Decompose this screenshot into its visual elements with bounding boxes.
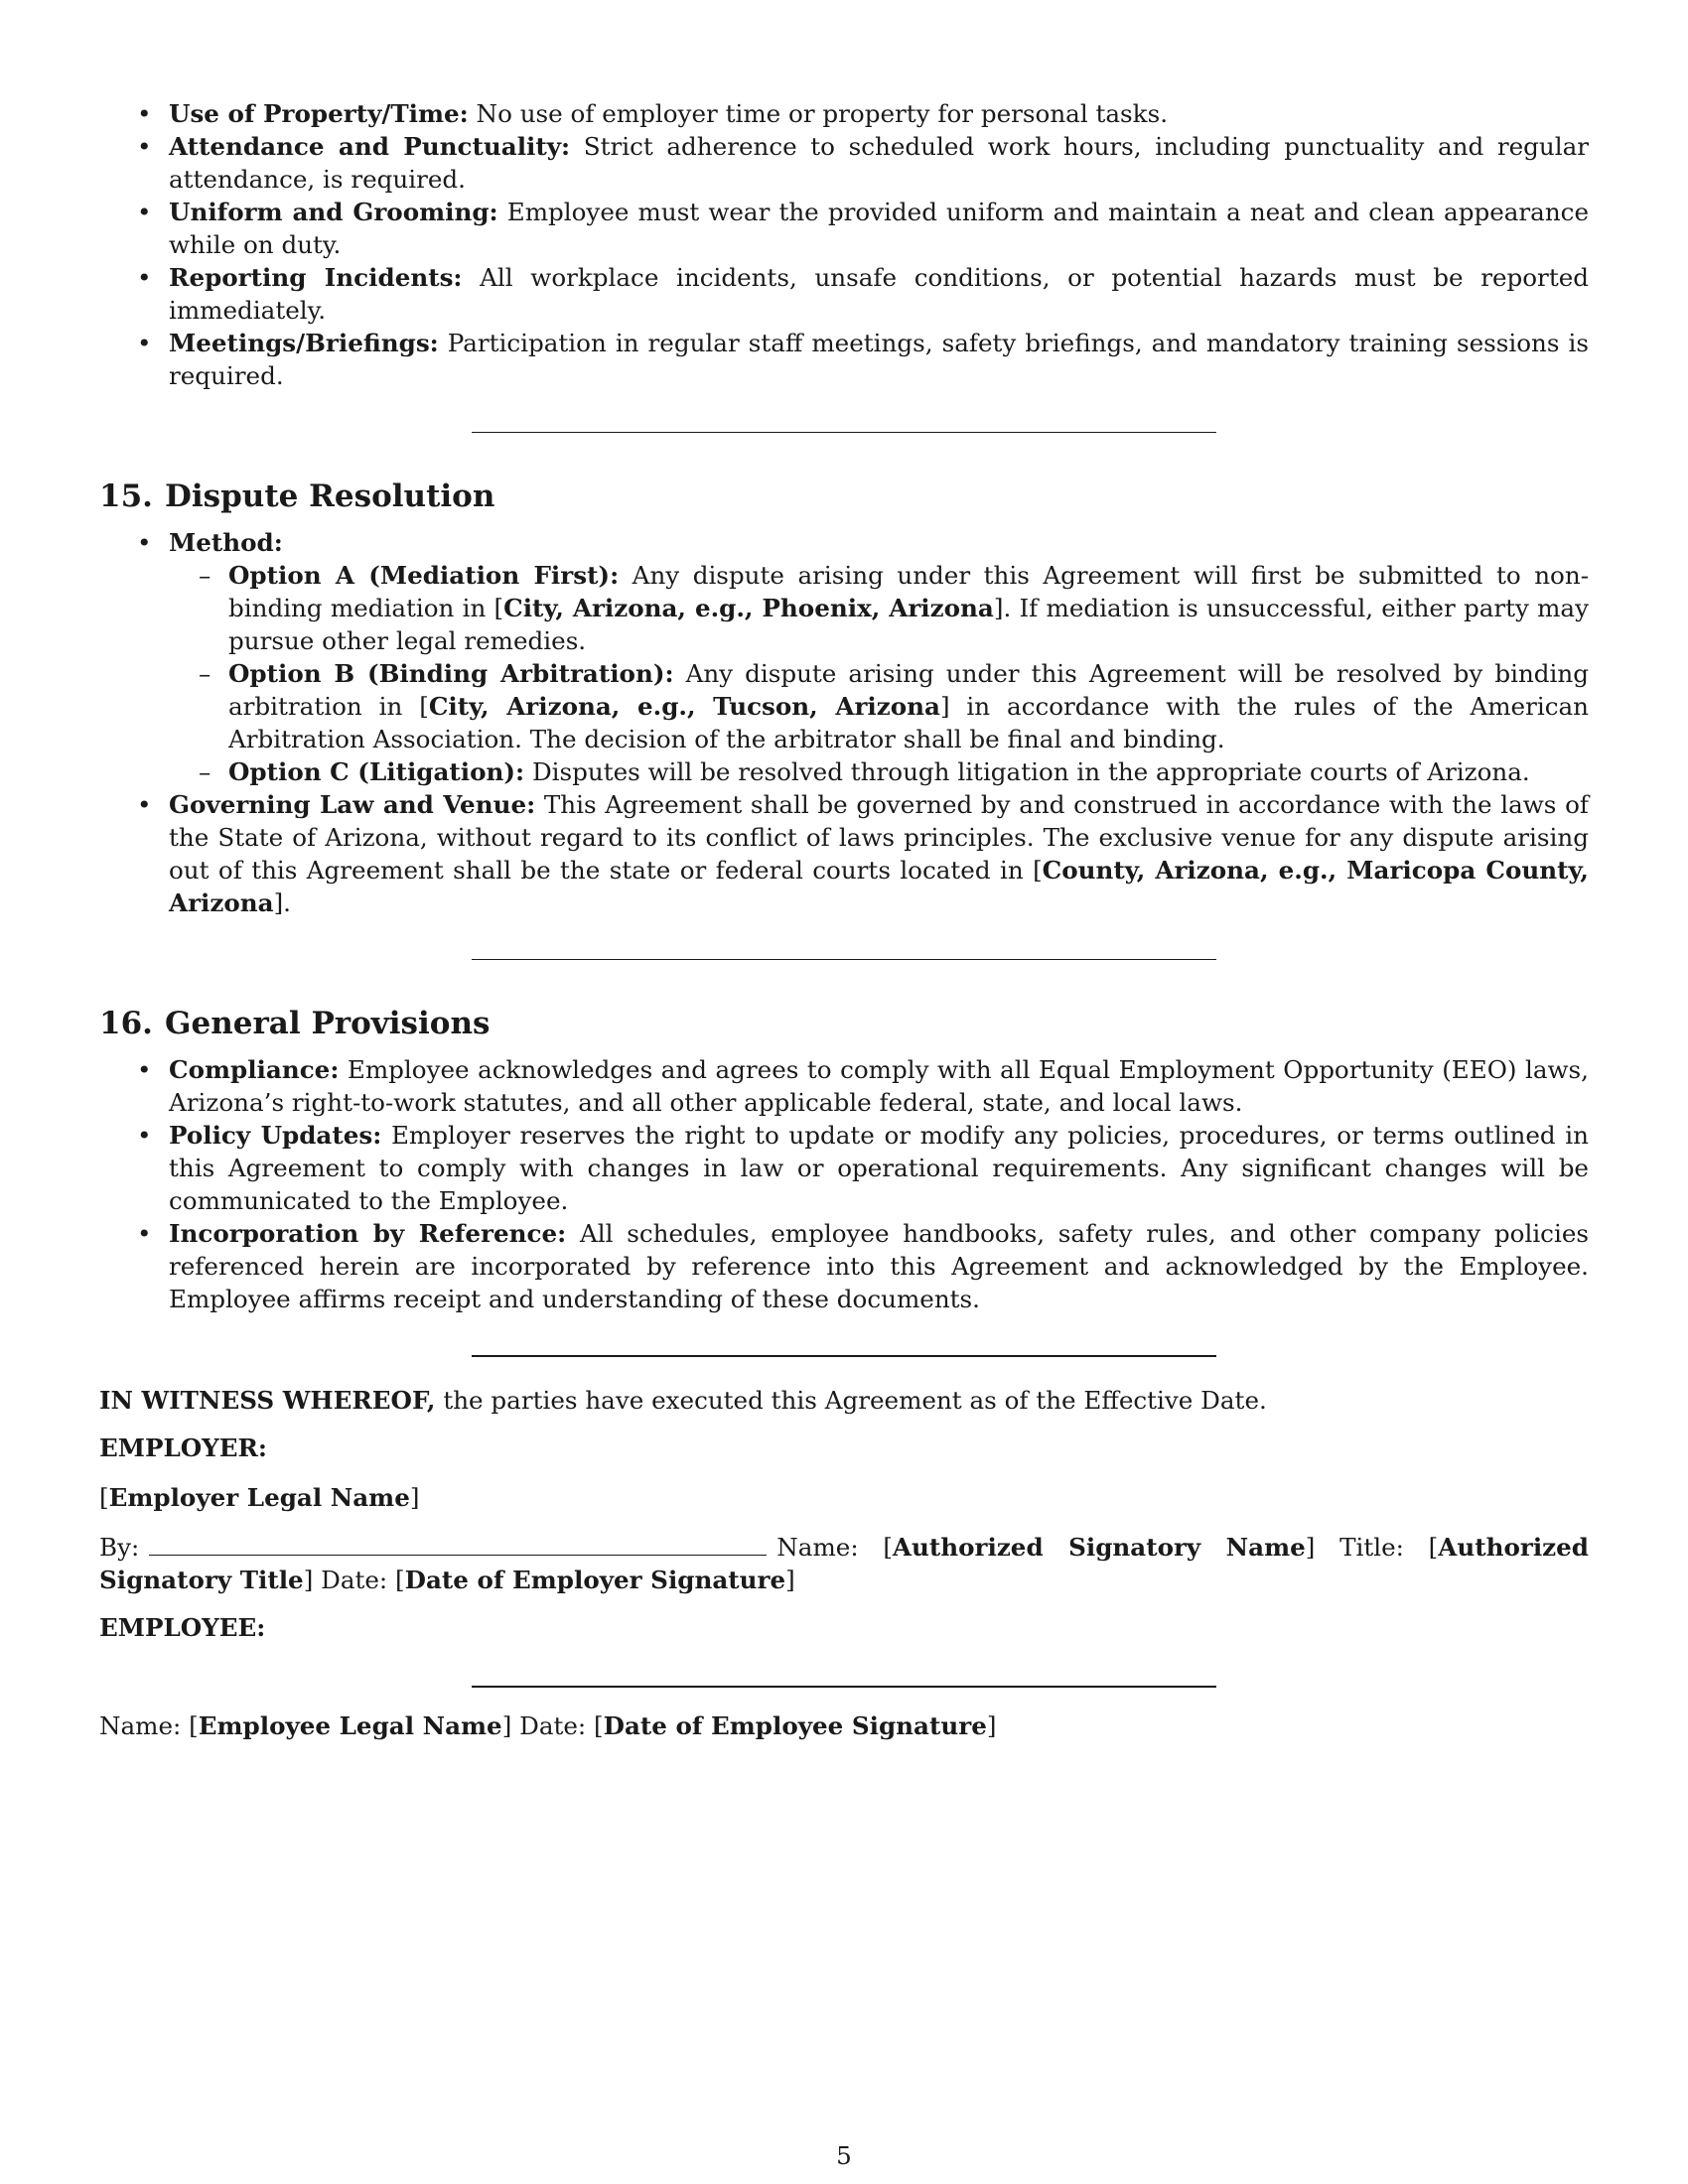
option-a [169,559,1589,657]
list-item-governing-law [99,788,1589,919]
item-label: Incorporation by Reference: [169,1219,567,1248]
placeholder-field: Date of Employee Signature [603,1711,987,1740]
date-label: Date: [321,1566,388,1594]
list-item [99,261,1589,327]
method-options [169,559,1589,788]
employer-heading-text: EMPLOYER: [99,1433,267,1462]
witness-text: the parties have executed this Agreement as of the Effective Date. [435,1386,1267,1415]
placeholder-field: Employee Legal Name [198,1711,502,1740]
witness-statement [99,1384,1589,1417]
item-label: Attendance and Punctuality: [169,132,571,161]
section-divider [472,959,1216,960]
page-number: 5 [836,2141,852,2170]
section-title: General Provisions [165,1006,491,1041]
placeholder-field: Employer Legal Name [108,1483,410,1512]
employer-signature-block: By: Name: [Authorized Signatory Name] Title: [Authorized Signatory Title] Date: [Date of Employer Signature] [99,1533,1589,1594]
placeholder-field: Date of Employer Signature [404,1566,786,1594]
item-label: Meetings/Briefings: [169,329,439,357]
list-item [99,130,1589,196]
item-text: This Agreement shall be governed by and construed in accordance with the laws of the State of Arizona, without regard to its conflict of laws principles. The exclusive venue for any dispute arising out of this Agreement shall be the state or federal courts located in [ [169,790,1589,885]
option-text: Any dispute arising under this Agreement will first be submitted to non-binding mediation in [ [228,561,1590,622]
conduct-list [99,97,1589,392]
item-text: Participation in regular staff meetings, safety briefings, and mandatory training sessions is required. [169,329,1589,390]
option-c [169,755,1589,788]
employee-signature-line[interactable] [472,1686,1216,1688]
employee-signature-block: Name: [Employee Legal Name] Date: [Date of Employee Signature] [99,1711,997,1740]
item-label: Reporting Incidents: [169,263,463,292]
item-text: Employee acknowledges and agrees to comply with all Equal Employment Opportunity (EEO) laws, Arizona’s right-to-work statutes, and all other applicable federal, state, and local laws. [169,1055,1589,1117]
employer-legal-name: [Employer Legal Name] [99,1483,420,1512]
list-item [99,1119,1589,1217]
option-label: Option C (Litigation): [228,757,525,786]
section-number: 15. [99,478,153,514]
list-item [99,1053,1589,1119]
list-item-method [99,526,1589,788]
name-label: Name: [776,1533,859,1562]
option-text: ]. If mediation is unsuccessful, either party may pursue other legal remedies. [228,594,1589,655]
document-page [99,97,1589,1742]
option-text: Disputes will be resolved through litigation in the appropriate courts of Arizona. [524,757,1530,786]
item-text: Employer reserves the right to update or modify any policies, procedures, or terms outlined in this Agreement to comply with changes in law or operational requirements. Any significant changes will be communicated to the Employee. [169,1121,1589,1215]
method-label: Method: [169,528,283,557]
item-text: No use of employer time or property for personal tasks. [468,99,1169,128]
employee-heading-text: EMPLOYEE: [99,1613,266,1642]
date-label: Date: [519,1711,587,1740]
list-item [99,196,1589,261]
signature-line[interactable] [149,1555,767,1556]
item-label: Use of Property/Time: [169,99,469,128]
option-b [169,657,1589,755]
placeholder-field: City, Arizona, e.g., Phoenix, Arizona [503,594,994,622]
name-label: Name: [99,1711,182,1740]
witness-lead: IN WITNESS WHEREOF, [99,1386,436,1415]
item-text: Employee must wear the provided uniform and maintain a neat and clean appearance while on duty. [169,198,1590,259]
placeholder-field: Authorized Signatory Name [892,1533,1306,1562]
option-text: Any dispute arising under this Agreement will be resolved by binding arbitration in [ [228,659,1589,721]
placeholder-field: Authorized Signatory Title [99,1533,1589,1594]
item-label: Uniform and Grooming: [169,198,498,226]
signature-divider [472,1355,1216,1357]
section-title: Dispute Resolution [165,478,495,514]
section-16-heading [99,1004,1589,1043]
item-label: Policy Updates: [169,1121,382,1150]
dispute-list [99,526,1589,919]
employee-heading [99,1611,1589,1644]
employer-heading [99,1432,1589,1464]
placeholder-field: City, Arizona, e.g., Tucson, Arizona [428,692,940,721]
title-label: Title: [1339,1533,1404,1562]
section-divider [472,432,1216,433]
section-number: 16. [99,1006,153,1041]
general-provisions-list [99,1053,1589,1315]
item-label: Compliance: [169,1055,340,1084]
option-text: ] in accordance with the rules of the American Arbitration Association. The decision of the arbitrator shall be final and binding. [228,692,1589,753]
item-text: All workplace incidents, unsafe conditions, or potential hazards must be reported immediately. [169,263,1589,325]
list-item [99,327,1589,392]
option-label: Option B (Binding Arbitration): [228,659,674,688]
list-item [99,1217,1589,1315]
item-text: All schedules, employee handbooks, safety rules, and other company policies referenced herein are incorporated by reference into this Agreement and acknowledged by the Employee. Employee affirms receipt and understanding of these documents. [169,1219,1590,1313]
option-label: Option A (Mediation First): [228,561,620,590]
section-15-heading [99,477,1589,516]
placeholder-field: County, Arizona, e.g., Maricopa County, Arizona [169,856,1589,917]
item-text: ]. [273,888,291,917]
list-item [99,97,1589,130]
by-label: By: [99,1533,140,1562]
item-label: Governing Law and Venue: [169,790,536,819]
item-text: Strict adherence to scheduled work hours, including punctuality and regular attendance, is required. [169,132,1590,194]
